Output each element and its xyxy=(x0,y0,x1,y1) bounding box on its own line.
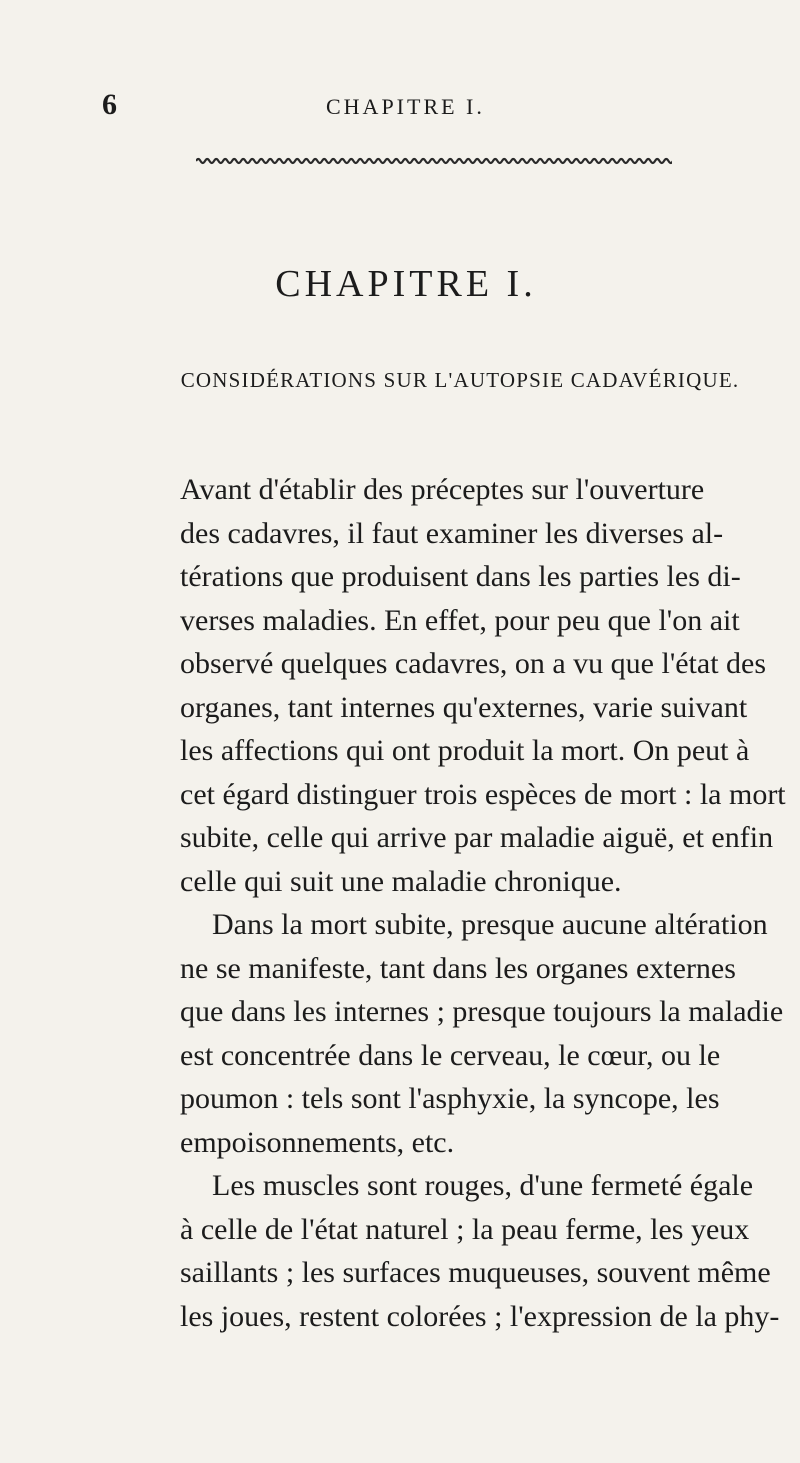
body-text xyxy=(180,468,786,1338)
body-line: organes, tant internes qu'externes, varie suivant xyxy=(180,690,748,724)
body-line: des cadavres, il faut examiner les diverses al- xyxy=(180,516,724,550)
ornamental-rule-wave xyxy=(196,159,672,163)
body-line: verses maladies. En effet, pour peu que l'on ait xyxy=(180,603,740,637)
running-head xyxy=(0,88,800,128)
body-line: térations que produisent dans les parties les di- xyxy=(180,560,741,593)
body-line: Les muscles sont rouges, d'une fermeté égale xyxy=(212,1169,754,1202)
body-line: empoisonnements, etc. xyxy=(180,1125,455,1159)
body-line: est concentrée dans le cerveau, le cœur, ou le xyxy=(180,1038,721,1072)
body-line: les affections qui ont produit la mort. On peut à xyxy=(180,734,750,767)
running-title: CHAPITRE I. xyxy=(326,94,485,119)
page-number: 6 xyxy=(102,88,118,121)
body-line: que dans les internes ; presque toujours la maladie xyxy=(180,995,784,1028)
body-line: saillants ; les surfaces muqueuses, souvent même xyxy=(180,1256,771,1289)
body-line: poumon : tels sont l'asphyxie, la syncope, les xyxy=(180,1082,720,1115)
body-line: cet égard distinguer trois espèces de mort : la mort xyxy=(180,777,786,811)
ornamental-rule-graphic xyxy=(196,156,672,166)
body-line: Dans la mort subite, presque aucune altération xyxy=(212,908,768,941)
body-line: à celle de l'état naturel ; la peau ferme, les yeux xyxy=(180,1212,750,1246)
body-line: celle qui suit une maladie chronique. xyxy=(180,864,622,898)
body-line: observé quelques cadavres, on a vu que l'état des xyxy=(180,647,767,680)
body-line: subite, celle qui arrive par maladie aiguë, et enfin xyxy=(180,821,774,854)
chapter-heading: CHAPITRE I. xyxy=(275,263,537,305)
body-line: les joues, restent colorées ; l'expression de la phy- xyxy=(180,1299,780,1333)
chapter-subtitle: CONSIDÉRATIONS SUR L'AUTOPSIE CADAVÉRIQUE. xyxy=(180,368,740,392)
body-line: Avant d'établir des préceptes sur l'ouverture xyxy=(180,473,705,506)
ornamental-rule xyxy=(196,156,672,166)
body-line: ne se manifeste, tant dans les organes externes xyxy=(180,951,736,985)
